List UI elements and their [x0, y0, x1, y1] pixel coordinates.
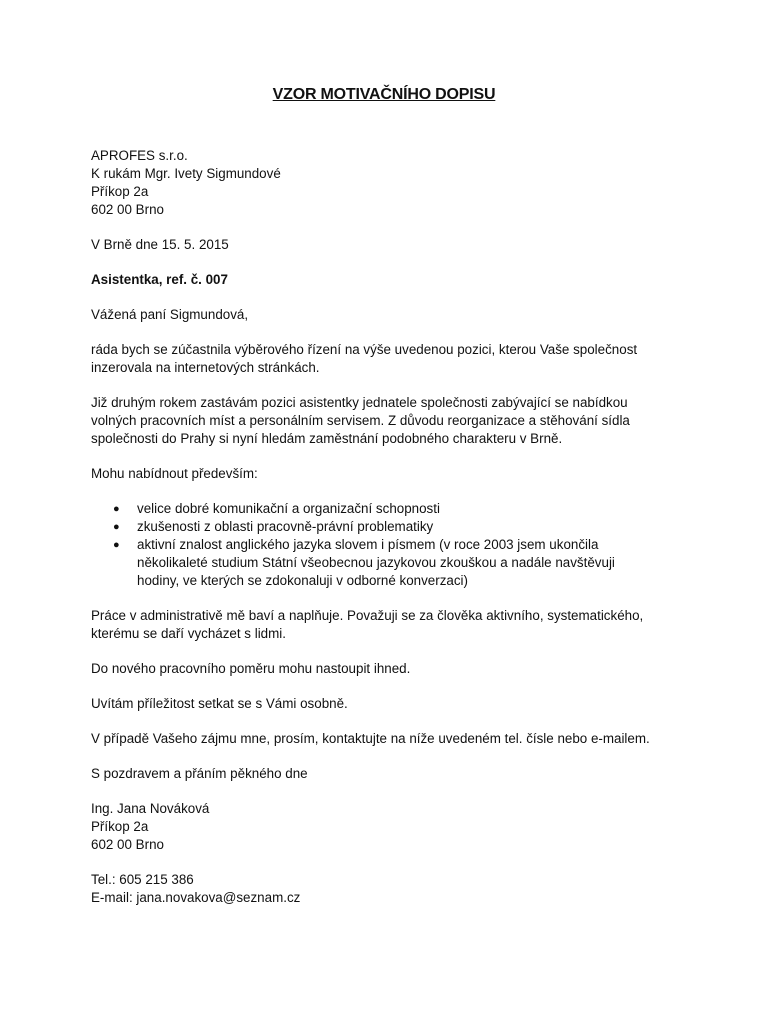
offer-list	[91, 500, 656, 590]
recipient-company: APROFES s.r.o.	[91, 148, 188, 163]
list-item	[91, 518, 656, 536]
list-item-text: aktivní znalost anglického jazyka slovem i písmem (v roce 2003 jsem ukončila několikaleté studium Státní všeobecnou jazykovou zkouškou a nadále navštěvuji hodiny, ve kterých se zdokonaluji v odborné konverzaci)	[137, 537, 615, 588]
salutation: Vážená paní Sigmundová,	[91, 307, 249, 322]
paragraph-experience: Již druhým rokem zastávám pozici asistentky jednatele společnosti zabývající se nabídkou volných pracovních míst a personálním servisem. Z důvodu reorganizace a stěhování sídla společnosti do Prahy si nyní hledám zaměstnání podobného charakteru v Brně.	[91, 395, 630, 446]
recipient-address	[91, 147, 656, 219]
document-title: VZOR MOTIVAČNÍHO DOPISU	[272, 86, 496, 103]
list-item	[91, 536, 656, 590]
recipient-city: 602 00 Brno	[91, 202, 164, 217]
list-item	[91, 500, 656, 518]
sender-email: E-mail: jana.novakova@seznam.cz	[91, 890, 301, 905]
list-item-text: zkušenosti z oblasti pracovně-právní problematiky	[137, 519, 434, 534]
closing-greeting: S pozdravem a přáním pěkného dne	[91, 766, 308, 781]
sender-city: 602 00 Brno	[91, 837, 164, 852]
paragraph-contact-request: V případě Vašeho zájmu mne, prosím, kontaktujte na níže uvedeném tel. čísle nebo e-mailem.	[91, 731, 650, 746]
sender-contact	[91, 871, 656, 907]
list-item-text: velice dobré komunikační a organizační schopnosti	[137, 501, 440, 516]
letter-body	[91, 147, 656, 924]
sender-name: Ing. Jana Nováková	[91, 801, 210, 816]
recipient-street: Příkop 2a	[91, 184, 149, 199]
date-line: V Brně dne 15. 5. 2015	[91, 237, 229, 252]
offer-intro: Mohu nabídnout především:	[91, 466, 258, 481]
sender-phone: Tel.: 605 215 386	[91, 872, 194, 887]
paragraph-intro: ráda bych se zúčastnila výběrového řízení na výše uvedenou pozici, kterou Vaše společnost inzerovala na internetových stránkách.	[91, 342, 638, 375]
subject-line: Asistentka, ref. č. 007	[91, 272, 228, 287]
bullet-icon: ●	[113, 503, 120, 515]
sender-street: Příkop 2a	[91, 819, 149, 834]
bullet-icon: ●	[113, 539, 120, 551]
paragraph-meeting: Uvítám příležitost setkat se s Vámi osobně.	[91, 696, 348, 711]
sender-address	[91, 800, 656, 854]
recipient-attention: K rukám Mgr. Ivety Sigmundové	[91, 166, 281, 181]
bullet-icon: ●	[113, 521, 120, 533]
paragraph-work: Práce v administrativě mě baví a naplňuje. Považuji se za člověka aktivního, systematického, kterému se daří vycházet s lidmi.	[91, 608, 644, 641]
paragraph-availability: Do nového pracovního poměru mohu nastoupit ihned.	[91, 661, 411, 676]
